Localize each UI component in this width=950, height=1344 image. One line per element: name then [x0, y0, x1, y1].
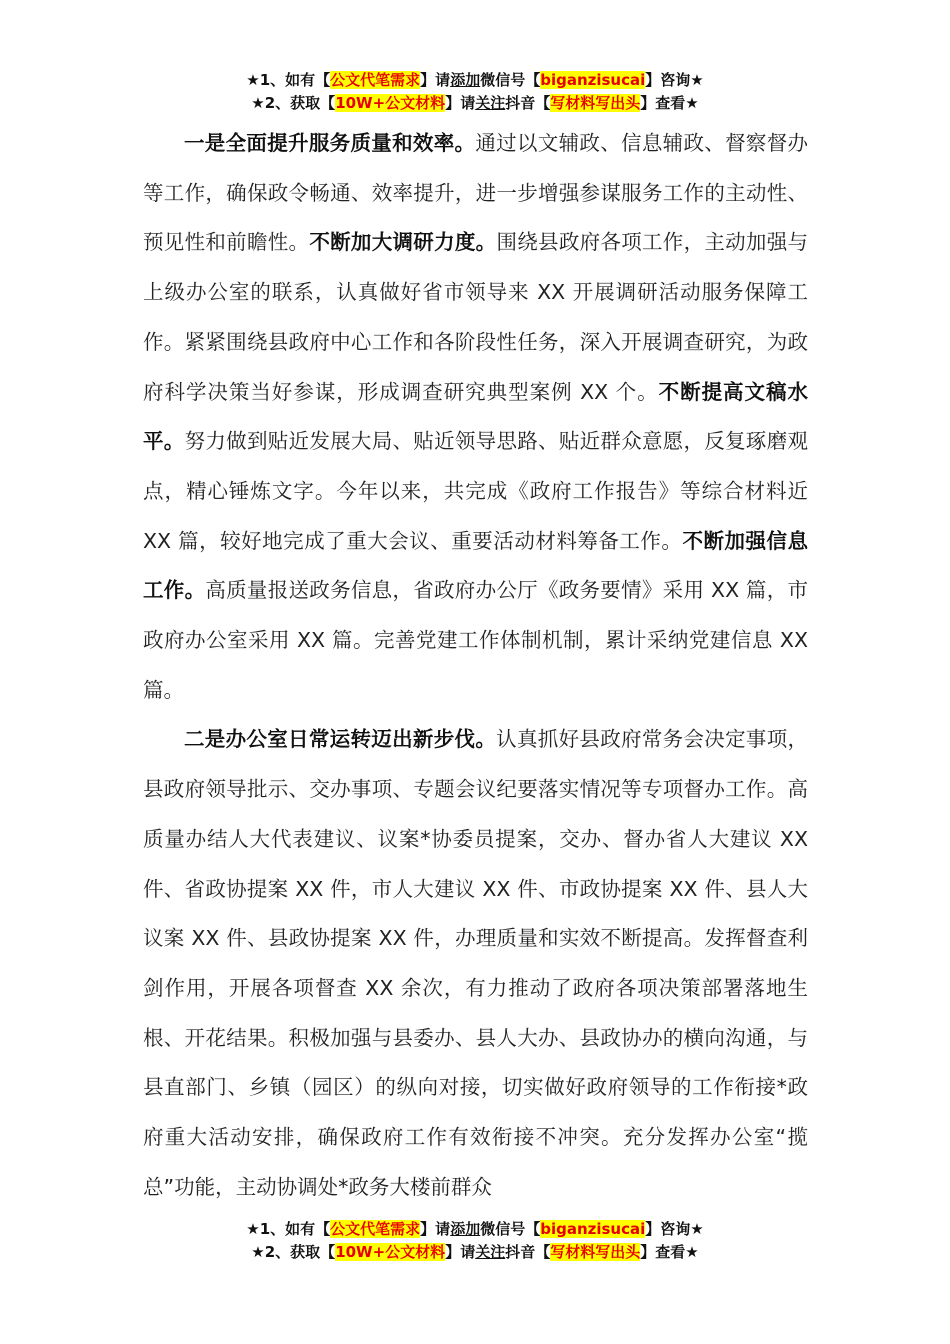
- banner-line-2: ★2、获取【10W+公文材料】请关注抖音【写材料写出头】查看★: [251, 94, 699, 112]
- header-banner: [0, 69, 950, 115]
- banner-line-1: ★1、如有【公文代笔需求】请添加微信号【biganzisucai】咨询★: [246, 71, 704, 89]
- highlight-service: 公文代笔需求: [330, 71, 421, 89]
- paragraph-2: 二是办公室日常运转迈出新步伐。认真抓好县政府常务会决定事项，县政府领导批示、交办事项、专题会议纪要落实情况等专项督办工作。高质量办结人大代表建议、议案*协委员提案，交办、督办省人大建议 XX 件、省政协提案 XX 件，市人大建议 XX 件、市政协提案 XX 件、县人大议案 XX 件、县政协提案 XX 件，办理质量和实效不断提高。发挥督查利剑作用，开展各项督查 XX 余次，有力推动了政府各项决策部署落地生根、开花结果。积极加强与县委办、县人大办、县政协办的横向沟通，与县直部门、乡镇（园区）的纵向对接，切实做好政府领导的工作衔接*政府重大活动安排，确保政府工作有效衔接不冲突。充分发挥办公室“揽总”功能，主动协调处*政务大楼前群众: [143, 727, 809, 1199]
- banner-line-1: ★1、如有【公文代笔需求】请添加微信号【biganzisucai】咨询★: [246, 1220, 704, 1238]
- highlight-service: 公文代笔需求: [330, 1220, 421, 1238]
- document-body: [143, 119, 808, 1212]
- highlight-materials: 10W+公文材料: [335, 94, 446, 112]
- highlight-wechat-id: biganzisucai: [540, 71, 646, 89]
- highlight-douyin: 写材料写出头: [550, 94, 641, 112]
- paragraph-1: 一是全面提升服务质量和效率。通过以文辅政、信息辅政、督察督办等工作，确保政令畅通、效率提升，进一步增强参谋服务工作的主动性、预见性和前瞻性。不断加大调研力度。围绕县政府各项工作，主动加强与上级办公室的联系，认真做好省市领导来 XX 开展调研活动服务保障工作。紧紧围绕县政府中心工作和各阶段性任务，深入开展调查研究，为政府科学决策当好参谋，形成调查研究典型案例 XX 个。不断提高文稿水平。努力做到贴近发展大局、贴近领导思路、贴近群众意愿，反复琢磨观点，精心锤炼文字。今年以来，共完成《政府工作报告》等综合材料近 XX 篇，较好地完成了重大会议、重要活动材料筹备工作。不断加强信息工作。高质量报送政务信息，省政府办公厅《政务要情》采用 XX 篇，市政府办公室采用 XX 篇。完善党建工作体制机制，累计采纳党建信息 XX 篇。: [143, 131, 809, 702]
- highlight-materials: 10W+公文材料: [335, 1243, 446, 1261]
- highlight-wechat-id: biganzisucai: [540, 1220, 646, 1238]
- highlight-douyin: 写材料写出头: [550, 1243, 641, 1261]
- banner-line-2: ★2、获取【10W+公文材料】请关注抖音【写材料写出头】查看★: [251, 1243, 699, 1261]
- footer-banner: [0, 1218, 950, 1264]
